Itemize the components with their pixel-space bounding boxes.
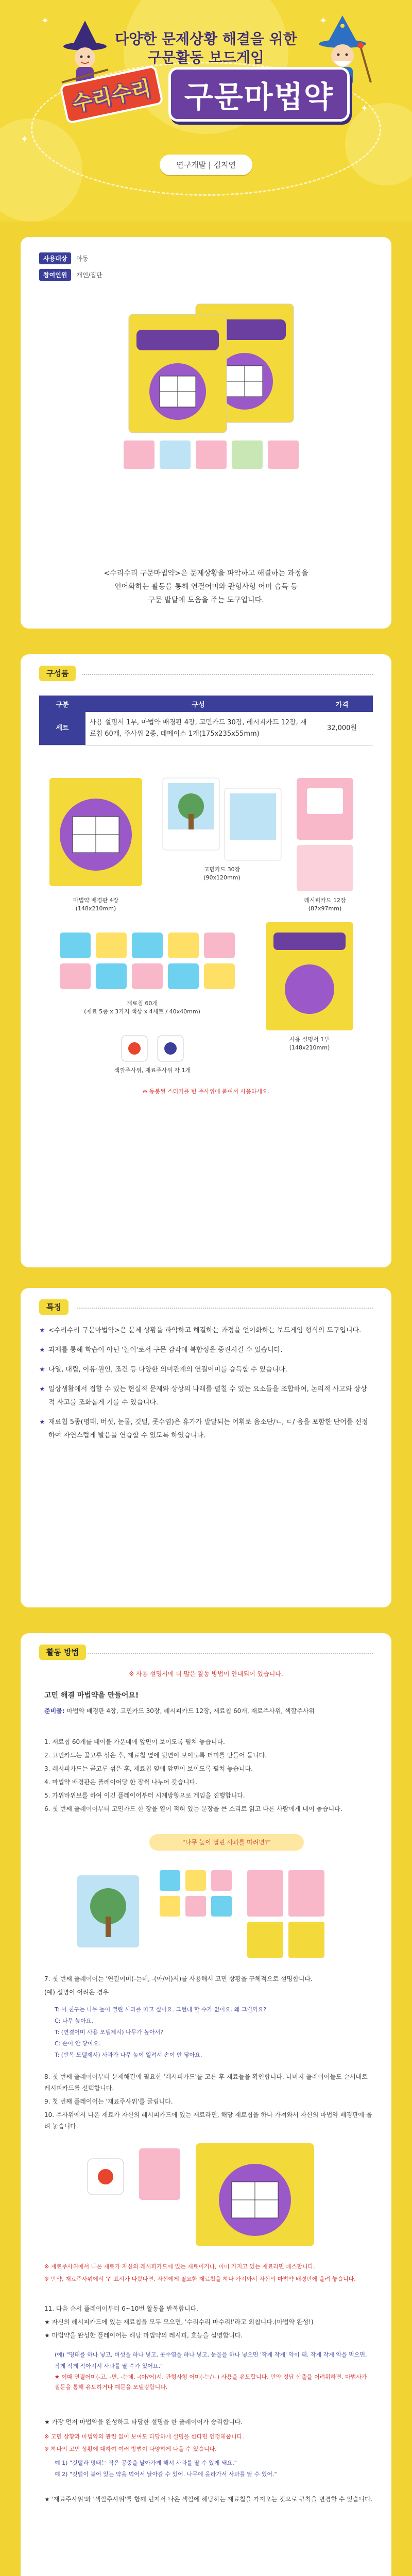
step-item: 1. 재료칩 60개를 테이블 가운데에 앞면이 보이도록 펼쳐 놓습니다.: [44, 1738, 225, 1745]
red-note: ※ 만약, 재료주사위에서 '?' 표시가 나왔다면, 자신에게 필요한 재료칩을 하나 가져와서 자신의 마법약 배경판에 올려 놓습니다.: [44, 2276, 356, 2282]
example-line: (예) "명태를 하나 넣고, 버섯을 하나 넣고, 콧수염을 하나 넣고, 눈물을 하나 넣으면 '작게 작게' 약이 돼. 작게 작게 약을 먹으면, 작게 작게 작아져서 사과를 딸 수가 있어요.": [55, 2351, 367, 2369]
component-size: (90x120mm): [203, 874, 241, 881]
step-item: 5. 가위바위보를 하여 이긴 플레이어부터 시계방향으로 게임을 진행합니다.: [44, 1792, 245, 1799]
hero-subtitle: [0, 30, 412, 67]
example-dialogue-2: [44, 2349, 374, 2393]
description-line: 구문 발달에 도움을 주는 도구입니다.: [148, 596, 264, 604]
howto-section-title: 활동 방법: [39, 1645, 86, 1660]
example-line: T: (연결어미 사용 모델제시) 나무가 높아서?: [55, 2029, 164, 2036]
example-line: C: 나무 높아요.: [55, 2018, 94, 2024]
components-card: [21, 654, 391, 1267]
product-box-image: [118, 299, 304, 474]
component-size: (87x97mm): [308, 905, 342, 912]
list-item: ★ 일상생활에서 접할 수 있는 현실적 문제와 상상의 나래를 펼칠 수 있는 요소들을 조합하여, 논리적 사고와 상상적 사고를 조화롭게 기를 수 있습니다.: [39, 1383, 373, 1410]
product-overview-card: [21, 237, 391, 629]
features-card: [21, 1288, 391, 1607]
description-line: 언어화하는 활동을 통해 연결어미와 관형사형 어미 습득 등: [114, 583, 298, 591]
example-line: T: (반복 모델제시) 사과가 나무 높이 열려서 손이 안 닿아요.: [55, 2052, 202, 2058]
example-dialogue-3: [44, 2458, 374, 2480]
red-notes-1: [44, 2262, 374, 2286]
example-line: C: 손이 안 닿아요.: [55, 2040, 101, 2047]
example-dialogue-1: [44, 2004, 374, 2061]
features-section-title: 특징: [39, 1299, 68, 1315]
game-setup-illustration: [77, 1860, 335, 1963]
meta-label: 참여인원: [39, 269, 71, 281]
step-item: 9. 첫 번째 플레이어는 '재료주사위'를 굴립니다.: [44, 2098, 173, 2105]
red-note: ※ 하나의 고민 상황에 대하여 여러 방법이 다양하게 나올 수 있습니다.: [44, 2446, 217, 2452]
list-item: ★ 나열, 대립, 이유·원인, 조건 등 다양한 의미관계의 연결어미를 습득할 수 있습니다.: [39, 1363, 373, 1377]
red-note: ※ 고민 상황과 마법약의 관련 없이 보여도 타당하게 설명을 한다면 인정해줍니다.: [44, 2433, 244, 2440]
step-item: (예) 설명이 어려운 경우: [44, 1989, 109, 1996]
step-item: ★ '재료주사위'와 '색깔주사위'를 함께 던져서 나온 색깔에 해당하는 재료칩을 가져오는 것으로 규칙을 변경할 수 있습니다.: [44, 2496, 373, 2503]
star-icon: ✦: [360, 103, 369, 114]
list-item: ★ 재료칩 5종(명태, 버섯, 눈물, 깃털, 콧수염)은 휴가가 발달되는 어휘로 음소단/ㄴ, ㄷ/ 음을 포함한 단어를 선정하여 자연스럽게 발음을 연습할 수 있도록 하였습니다.: [39, 1416, 373, 1443]
howto-note: ※ 사용 설명서에 더 많은 활동 방법이 안내되어 있습니다.: [129, 1670, 283, 1677]
hero-title: [0, 67, 412, 122]
component-dice: [91, 1066, 214, 1075]
example-line: 예 1) "깃털과 명태는 작은 공중을 날아가게 해서 사과를 딸 수 있게 돼요.": [55, 2460, 237, 2466]
star-icon: ✦: [41, 15, 49, 26]
component-size: (148x210mm): [289, 1044, 330, 1051]
prep-text: 마법약 배경판 4장, 고민카드 30장, 레시피카드 12장, 재료칩 60개, 재료주사위, 색깔주사위: [66, 1707, 315, 1715]
component-board: [49, 896, 142, 913]
component-name: 재료칩 60개: [127, 1000, 158, 1007]
example-line: 예 2) "깃털이 붙어 있는 약을 먹어서 날아갈 수 있어. 나무에 올라가서 사과를 딸 수 있어.": [55, 2471, 277, 2478]
steps-list-1: [44, 1736, 374, 1817]
step-item: ★ 마법약을 완성한 플레이어는 해당 마법약의 레시피, 효능을 설명합니다.: [44, 2332, 243, 2339]
step-item: 10. 주사위에서 나온 재료가 자신의 레시피카드에 있는 재료라면, 해당 재료칩을 하나 가져와서 자신의 마법약 배경판에 올려 놓습니다.: [44, 2111, 372, 2130]
component-name: 고민카드 30장: [203, 866, 241, 873]
step-item: 4. 마법약 배경판은 플레이어당 한 장씩 나누어 갖습니다.: [44, 1778, 197, 1786]
hero-subtitle-line: 다양한 문제상황 해결을 위한: [115, 30, 297, 47]
step-item: 11. 다음 순서 플레이어부터 6~10번 활동을 반복합니다.: [44, 2305, 198, 2312]
table-header: 가격: [311, 696, 373, 712]
steps-list-3: [44, 2071, 374, 2134]
list-item: ★ <수리수리 구문마법약>은 문제 상황을 파악하고 해결하는 과정을 언어화하는 보드게임 형식의 도구입니다.: [39, 1324, 373, 1337]
section-divider: [82, 674, 373, 675]
howto-title: 고민 해결 마법약을 만들어요!: [44, 1691, 139, 1700]
final-rule: [44, 2494, 374, 2507]
table-cell: 세트: [39, 712, 85, 745]
component-name: 사용 설명서 1부: [289, 1036, 330, 1043]
meta-target: [39, 252, 88, 265]
quote-bubble: "나무 높이 열린 사과를 따려면?": [149, 1834, 304, 1851]
component-name: 색깔주사위, 재료주사위 각 1개: [114, 1067, 191, 1074]
component-name: 레시피카드 12장: [304, 897, 346, 904]
meta-value: 아동: [76, 255, 89, 262]
howto-card: [21, 1633, 391, 2576]
star-icon: ✦: [21, 134, 29, 145]
prep-box: [44, 1705, 374, 1717]
step-item: ★ 자신의 레시피카드에 있는 재료칩을 모두 모으면, '수리수리 마수리!'라고 외칩니다.(마법약 완성!): [44, 2318, 314, 2326]
components-table: [39, 696, 373, 745]
hero-subtitle-line: 구문활동 보드게임: [147, 49, 265, 66]
steps-list-2: [44, 1973, 374, 2000]
prep-label: 준비물:: [44, 1707, 65, 1715]
hero-title-small: 수리수리: [59, 65, 163, 124]
section-divider: [88, 1653, 373, 1654]
step-item: ★ 가장 먼저 마법약을 완성하고 타당한 설명을 한 플레이어가 승리합니다.: [44, 2418, 243, 2426]
components-section-title: 구성품: [39, 666, 76, 681]
star-icon: ✦: [319, 15, 328, 26]
example-line: ★ 이때 연결어미(-고, -면, -는데, -(아/어)서, 관형사형 어미(-는/ㄴ) 사용을 유도합니다. 만약 정답 산출을 어려워하면, 마법사가 질문을 통해 유도하거나 예문을 모델링합니다.: [55, 2374, 367, 2391]
step-item: 8. 첫 번째 플레이어부터 문제해결에 필요한 '레시피카드'를 고른 후 재료들을 확인합니다. 나머지 플레이어들도 순서대로 레시피카드를 선택합니다.: [44, 2073, 368, 2092]
table-header-row: [39, 696, 373, 712]
component-size: (148x210mm): [75, 905, 116, 912]
author-pill: 연구개발 | 김지연: [160, 155, 252, 175]
table-cell: 사용 설명서 1부, 마법약 배경판 4장, 고민카드 30장, 레시피카드 12장, 재료칩 60개, 주사위 2종, 데메이스 1개(175x235x55mm): [85, 712, 311, 745]
component-size: (재료 5종 x 3가지 색상 x 4세트 / 40x40mm): [84, 1008, 200, 1015]
steps-list-4: [44, 2303, 374, 2343]
step-item: 2. 고민카드는 골고루 섞은 후, 재료칩 옆에 뒷면이 보이도록 더미를 만들어 둡니다.: [44, 1752, 267, 1759]
component-manual: [266, 1036, 353, 1052]
table-cell: 32,000원: [311, 712, 373, 745]
step-item: 3. 레시피카드는 골고루 섞은 후, 재료칩 옆에 앞면이 보이도록 펼쳐 놓습니다.: [44, 1765, 253, 1772]
step-item: 7. 첫 번째 플레이어는 '연결어미(-는데, -(아/어)서)를 사용해서 고민 상황을 구체적으로 설명합니다.: [44, 1975, 313, 1982]
meta-people: [39, 269, 102, 281]
table-header: 구성: [85, 696, 311, 712]
features-list: [39, 1324, 373, 1449]
description-line: <수리수리 구문마법약>은 문제상황을 파악하고 해결하는 과정을: [104, 569, 308, 578]
step-item: 6. 첫 번째 플레이어부터 고민카드 한 장을 열어 적혀 있는 문장을 큰 소리로 읽고 다른 사람에게 내어 놓습니다.: [44, 1805, 342, 1812]
hero-banner: [0, 0, 412, 222]
dice-board-illustration: [77, 2138, 335, 2251]
example-line: T: 이 친구는 나무 높이 열린 사과를 따고 싶어요. 그런데 할 수가 없어요. 왜 그럴까요?: [55, 2006, 267, 2013]
component-name: 마법약 배경판 4장: [73, 897, 119, 904]
meta-value: 개인/집단: [76, 272, 102, 279]
red-note: ※ 재료주사위에서 나온 재료가 자신의 레시피카드에 있는 재료이거나, 이미 가지고 있는 재료라면 패스합니다.: [44, 2263, 315, 2270]
list-item: ★ 과제를 통해 학습이 아닌 '놀이'로서 구문 감각에 복합성을 증진시킬 수 있습니다.: [39, 1344, 373, 1357]
table-row: [39, 712, 373, 745]
red-notes-2: [44, 2432, 374, 2456]
hero-title-big: 구문마법약: [168, 67, 350, 122]
meta-label: 사용대상: [39, 252, 71, 264]
components-note: ※ 동봉된 스티커를 빈 주사위에 붙여서 사용하세요.: [142, 1088, 270, 1095]
component-worry-cards: [163, 866, 281, 882]
section-divider: [77, 1308, 373, 1309]
steps-list-5: [44, 2416, 374, 2430]
product-description: [36, 567, 376, 607]
table-header: 구분: [39, 696, 85, 712]
component-recipe-cards: [297, 896, 353, 913]
component-ingredient-chips: [49, 999, 235, 1016]
